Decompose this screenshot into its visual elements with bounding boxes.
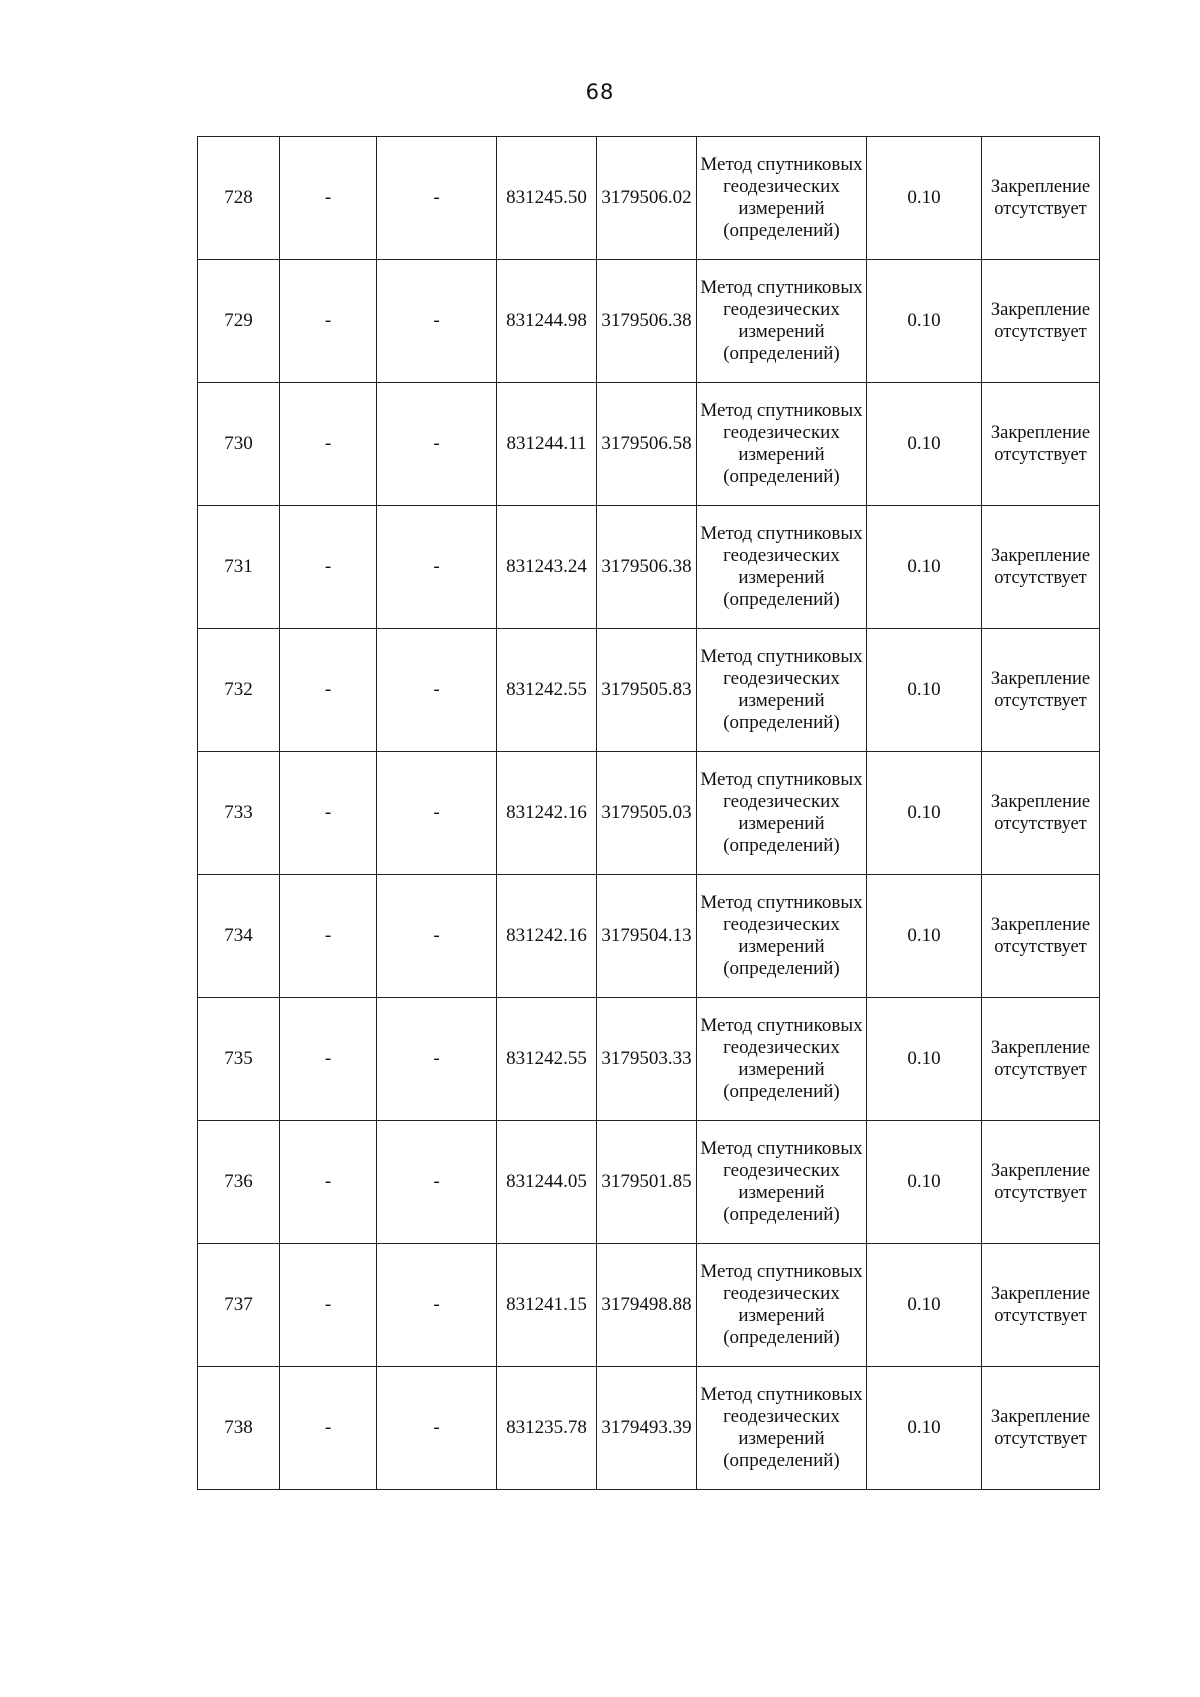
method-cell: Метод спутниковых геодезических измерений (определений) <box>697 629 867 752</box>
y-coordinate-cell: 3179506.58 <box>597 383 697 506</box>
table-row <box>198 1367 1100 1490</box>
fixing-description-cell: Закрепление отсутствует <box>982 1121 1100 1244</box>
table-row <box>198 260 1100 383</box>
method-cell: Метод спутниковых геодезических измерений (определений) <box>697 506 867 629</box>
empty-column-3-cell: - <box>377 998 497 1121</box>
point-number-cell: 735 <box>198 998 280 1121</box>
empty-column-2-cell: - <box>280 137 377 260</box>
table-row <box>198 1244 1100 1367</box>
coordinates-table <box>197 136 1100 1490</box>
y-coordinate-cell: 3179501.85 <box>597 1121 697 1244</box>
accuracy-cell: 0.10 <box>867 383 982 506</box>
table-row <box>198 137 1100 260</box>
accuracy-cell: 0.10 <box>867 752 982 875</box>
point-number-cell: 734 <box>198 875 280 998</box>
empty-column-3-cell: - <box>377 752 497 875</box>
fixing-description-cell: Закрепление отсутствует <box>982 383 1100 506</box>
x-coordinate-cell: 831235.78 <box>497 1367 597 1490</box>
table-row <box>198 383 1100 506</box>
point-number-cell: 737 <box>198 1244 280 1367</box>
x-coordinate-cell: 831243.24 <box>497 506 597 629</box>
empty-column-2-cell: - <box>280 998 377 1121</box>
fixing-description-cell: Закрепление отсутствует <box>982 506 1100 629</box>
y-coordinate-cell: 3179498.88 <box>597 1244 697 1367</box>
accuracy-cell: 0.10 <box>867 629 982 752</box>
method-cell: Метод спутниковых геодезических измерений (определений) <box>697 137 867 260</box>
x-coordinate-cell: 831242.55 <box>497 998 597 1121</box>
point-number-cell: 736 <box>198 1121 280 1244</box>
coordinates-table-body <box>198 137 1100 1490</box>
accuracy-cell: 0.10 <box>867 260 982 383</box>
x-coordinate-cell: 831244.11 <box>497 383 597 506</box>
empty-column-3-cell: - <box>377 1121 497 1244</box>
table-row <box>198 506 1100 629</box>
accuracy-cell: 0.10 <box>867 998 982 1121</box>
empty-column-2-cell: - <box>280 875 377 998</box>
x-coordinate-cell: 831242.16 <box>497 752 597 875</box>
empty-column-3-cell: - <box>377 137 497 260</box>
y-coordinate-cell: 3179506.38 <box>597 506 697 629</box>
table-row <box>198 629 1100 752</box>
point-number-cell: 730 <box>198 383 280 506</box>
empty-column-2-cell: - <box>280 1244 377 1367</box>
accuracy-cell: 0.10 <box>867 1121 982 1244</box>
y-coordinate-cell: 3179505.83 <box>597 629 697 752</box>
fixing-description-cell: Закрепление отсутствует <box>982 752 1100 875</box>
empty-column-3-cell: - <box>377 1367 497 1490</box>
point-number-cell: 733 <box>198 752 280 875</box>
method-cell: Метод спутниковых геодезических измерений (определений) <box>697 998 867 1121</box>
empty-column-2-cell: - <box>280 260 377 383</box>
point-number-cell: 728 <box>198 137 280 260</box>
point-number-cell: 731 <box>198 506 280 629</box>
y-coordinate-cell: 3179504.13 <box>597 875 697 998</box>
accuracy-cell: 0.10 <box>867 137 982 260</box>
x-coordinate-cell: 831242.55 <box>497 629 597 752</box>
accuracy-cell: 0.10 <box>867 875 982 998</box>
point-number-cell: 732 <box>198 629 280 752</box>
x-coordinate-cell: 831244.05 <box>497 1121 597 1244</box>
fixing-description-cell: Закрепление отсутствует <box>982 1367 1100 1490</box>
table-row <box>198 1121 1100 1244</box>
empty-column-2-cell: - <box>280 383 377 506</box>
point-number-cell: 729 <box>198 260 280 383</box>
page-number: 68 <box>585 80 615 104</box>
empty-column-3-cell: - <box>377 875 497 998</box>
y-coordinate-cell: 3179506.38 <box>597 260 697 383</box>
method-cell: Метод спутниковых геодезических измерений (определений) <box>697 1121 867 1244</box>
fixing-description-cell: Закрепление отсутствует <box>982 629 1100 752</box>
y-coordinate-cell: 3179503.33 <box>597 998 697 1121</box>
accuracy-cell: 0.10 <box>867 1244 982 1367</box>
accuracy-cell: 0.10 <box>867 506 982 629</box>
method-cell: Метод спутниковых геодезических измерений (определений) <box>697 1367 867 1490</box>
y-coordinate-cell: 3179493.39 <box>597 1367 697 1490</box>
point-number-cell: 738 <box>198 1367 280 1490</box>
empty-column-3-cell: - <box>377 1244 497 1367</box>
method-cell: Метод спутниковых геодезических измерений (определений) <box>697 752 867 875</box>
fixing-description-cell: Закрепление отсутствует <box>982 260 1100 383</box>
empty-column-3-cell: - <box>377 383 497 506</box>
x-coordinate-cell: 831242.16 <box>497 875 597 998</box>
method-cell: Метод спутниковых геодезических измерений (определений) <box>697 383 867 506</box>
empty-column-2-cell: - <box>280 1367 377 1490</box>
table-row <box>198 998 1100 1121</box>
fixing-description-cell: Закрепление отсутствует <box>982 1244 1100 1367</box>
method-cell: Метод спутниковых геодезических измерений (определений) <box>697 260 867 383</box>
table-row <box>198 875 1100 998</box>
empty-column-3-cell: - <box>377 629 497 752</box>
table-row <box>198 752 1100 875</box>
fixing-description-cell: Закрепление отсутствует <box>982 137 1100 260</box>
y-coordinate-cell: 3179505.03 <box>597 752 697 875</box>
x-coordinate-cell: 831241.15 <box>497 1244 597 1367</box>
fixing-description-cell: Закрепление отсутствует <box>982 875 1100 998</box>
empty-column-3-cell: - <box>377 260 497 383</box>
empty-column-2-cell: - <box>280 752 377 875</box>
empty-column-2-cell: - <box>280 629 377 752</box>
empty-column-2-cell: - <box>280 1121 377 1244</box>
x-coordinate-cell: 831244.98 <box>497 260 597 383</box>
method-cell: Метод спутниковых геодезических измерений (определений) <box>697 875 867 998</box>
fixing-description-cell: Закрепление отсутствует <box>982 998 1100 1121</box>
empty-column-2-cell: - <box>280 506 377 629</box>
method-cell: Метод спутниковых геодезических измерений (определений) <box>697 1244 867 1367</box>
x-coordinate-cell: 831245.50 <box>497 137 597 260</box>
y-coordinate-cell: 3179506.02 <box>597 137 697 260</box>
accuracy-cell: 0.10 <box>867 1367 982 1490</box>
empty-column-3-cell: - <box>377 506 497 629</box>
